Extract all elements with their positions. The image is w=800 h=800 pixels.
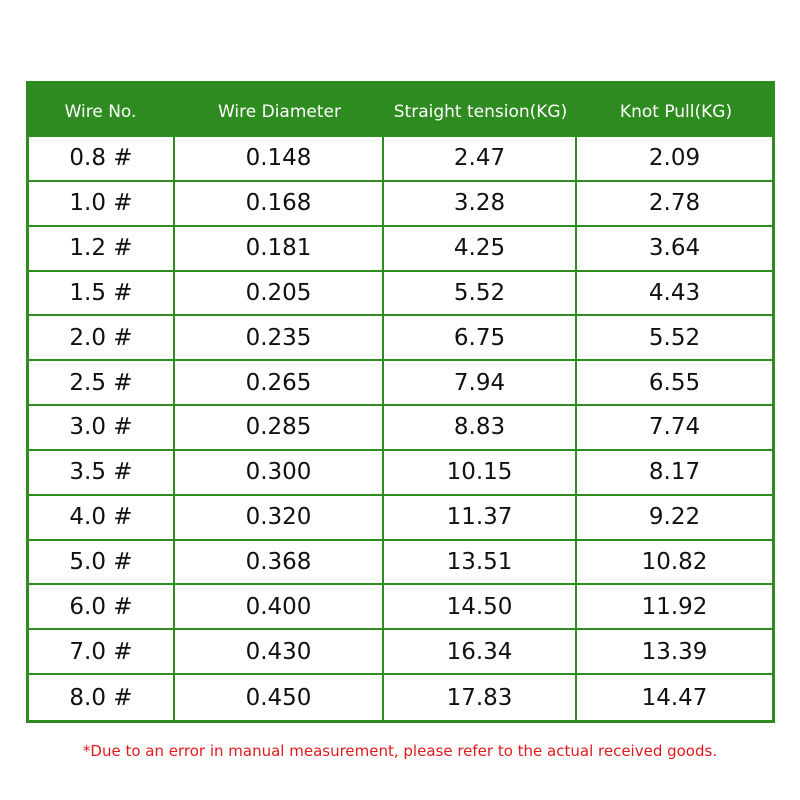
table-cell-knot-pull: 5.52 — [577, 316, 772, 361]
table-cell-wire-diameter: 0.265 — [175, 361, 384, 406]
table-cell-straight-tension: 8.83 — [384, 406, 577, 451]
table-cell-straight-tension: 7.94 — [384, 361, 577, 406]
table-cell-wire-no: 4.0 # — [29, 496, 175, 541]
table-cell-straight-tension: 2.47 — [384, 137, 577, 182]
table-cell-straight-tension: 14.50 — [384, 585, 577, 630]
table-cell-knot-pull: 8.17 — [577, 451, 772, 496]
table-cell-wire-diameter: 0.368 — [175, 541, 384, 586]
disclaimer-note: *Due to an error in manual measurement, please refer to the actual received goods. — [82, 742, 718, 760]
table-cell-straight-tension: 5.52 — [384, 272, 577, 317]
table-cell-knot-pull: 9.22 — [577, 496, 772, 541]
table-cell-knot-pull: 13.39 — [577, 630, 772, 675]
table-header — [26, 81, 775, 137]
table-cell-wire-no: 2.5 # — [29, 361, 175, 406]
table-body — [29, 137, 772, 720]
header-wire-no: Wire No. — [64, 102, 137, 122]
table-cell-wire-no: 7.0 # — [29, 630, 175, 675]
table-cell-straight-tension: 11.37 — [384, 496, 577, 541]
table-cell-wire-diameter: 0.181 — [175, 227, 384, 272]
table-cell-knot-pull: 10.82 — [577, 541, 772, 586]
table-cell-wire-diameter: 0.168 — [175, 182, 384, 227]
table-cell-wire-no: 1.2 # — [29, 227, 175, 272]
table-cell-knot-pull: 11.92 — [577, 585, 772, 630]
table-cell-straight-tension: 4.25 — [384, 227, 577, 272]
spec-table — [26, 81, 775, 723]
table-cell-knot-pull: 4.43 — [577, 272, 772, 317]
table-cell-wire-diameter: 0.235 — [175, 316, 384, 361]
table-cell-wire-diameter: 0.430 — [175, 630, 384, 675]
table-cell-wire-no: 6.0 # — [29, 585, 175, 630]
table-cell-straight-tension: 16.34 — [384, 630, 577, 675]
table-cell-wire-diameter: 0.148 — [175, 137, 384, 182]
table-cell-knot-pull: 14.47 — [577, 675, 772, 720]
table-cell-wire-no: 8.0 # — [29, 675, 175, 720]
table-cell-wire-no: 0.8 # — [29, 137, 175, 182]
table-cell-knot-pull: 6.55 — [577, 361, 772, 406]
table-cell-wire-diameter: 0.205 — [175, 272, 384, 317]
table-cell-wire-no: 2.0 # — [29, 316, 175, 361]
table-cell-wire-no: 3.5 # — [29, 451, 175, 496]
table-cell-straight-tension: 3.28 — [384, 182, 577, 227]
table-cell-straight-tension: 13.51 — [384, 541, 577, 586]
table-cell-straight-tension: 10.15 — [384, 451, 577, 496]
table-cell-wire-no: 3.0 # — [29, 406, 175, 451]
table-cell-wire-diameter: 0.450 — [175, 675, 384, 720]
header-knot-pull: Knot Pull(KG) — [619, 102, 733, 122]
table-cell-wire-diameter: 0.285 — [175, 406, 384, 451]
table-cell-wire-diameter: 0.300 — [175, 451, 384, 496]
table-cell-knot-pull: 2.09 — [577, 137, 772, 182]
table-cell-knot-pull: 2.78 — [577, 182, 772, 227]
table-cell-wire-no: 1.0 # — [29, 182, 175, 227]
table-cell-wire-diameter: 0.400 — [175, 585, 384, 630]
table-cell-wire-no: 1.5 # — [29, 272, 175, 317]
table-cell-knot-pull: 3.64 — [577, 227, 772, 272]
header-straight-tension: Straight tension(KG) — [393, 102, 568, 122]
table-cell-straight-tension: 17.83 — [384, 675, 577, 720]
header-wire-diameter: Wire Diameter — [217, 102, 341, 122]
table-cell-straight-tension: 6.75 — [384, 316, 577, 361]
table-cell-knot-pull: 7.74 — [577, 406, 772, 451]
table-cell-wire-diameter: 0.320 — [175, 496, 384, 541]
table-cell-wire-no: 5.0 # — [29, 541, 175, 586]
